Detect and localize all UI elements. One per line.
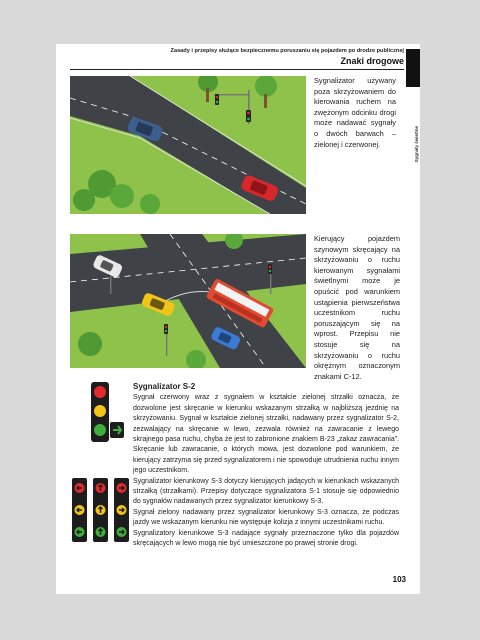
section-paragraph-1: Sygnał czerwony wraz z sygnałem w kształcie zielonej strzałki oznacza, że dozwolone jest skręcanie w kierunku wskazanym strzałką w najbliższą jezdnię na skrzyżowaniu. Sygnał w kształcie zielonej strzałki, nadawany przez sygnalizator S-2, zezwalający na skręcanie w lewo, zezwala również na zawracanie z lewego skrajnego pasa ruchu, chyba że jest to zabronione znakiem B-23 „zakaz zawracania”. Skręcanie lub zawracanie, o których mowa, jest dozwolone pod warunkiem, że kierujący zatrzyma się przed sygnalizatorem i nie spowoduje utrudnienia ruchu innym jego uczestnikom.	[133, 394, 399, 475]
page-number: 103	[392, 575, 406, 584]
chapter-tab	[406, 49, 420, 87]
illustration-narrow-road	[70, 76, 306, 214]
signal-s2-illustration	[86, 378, 126, 458]
section-paragraph-4: Sygnalizatory kierunkowe S-3 nadające sygnały przeznaczone tylko dla pojazdów skręcających w lewo mogą nie być umieszczone po prawej stronie drogi.	[133, 529, 399, 548]
section-signals	[133, 382, 399, 550]
header-title: Znaki drogowe	[340, 56, 404, 66]
section-paragraph-3: Sygnał zielony nadawany przez sygnalizator kierunkowy S-3 oznacza, że podczas jazdy we wskazanym kierunku nie występuje kolizja z innymi uczestnikami ruchu.	[133, 508, 399, 527]
paragraph-tram: Kierujący pojazdem szynowym skręcający na skrzyżowaniu o ruchu kierowanym sygnałami świetlnymi może je opuścić pod warunkiem ustąpienia pierwszeństwa uczestnikom ruchu poruszającym się na wprost. Przepisu nie stosuje się na skrzyżowaniu o ruchu okrężnym oznaczonym znakami C-12.	[314, 234, 400, 381]
paragraph-narrow-road: Sygnalizator używany poza skrzyżowaniem do kierowania ruchem na zwężonym odcinku drogi może nadawać sygnały o dwóch barwach – zielonej i czerwonej.	[314, 76, 396, 149]
header-rule	[70, 69, 404, 70]
section-paragraph-2: Sygnalizator kierunkowy S-3 dotyczy kierujących jadących w kierunkach wskazanych strzałką (strzałkami). Przepisy dotyczące sygnalizatora S-1 stosuje się odpowiednio do sygnałów nadawanych przez sygnalizator kierunkowy S-3.	[133, 477, 399, 506]
header-subtitle: Zasady i przepisy służące bezpiecznemu poruszaniu się pojazdem po drodze publicznej	[170, 48, 404, 54]
book-page	[56, 44, 420, 594]
section-heading: Sygnalizator S-2	[133, 382, 196, 391]
page-header	[171, 48, 404, 66]
illustration-intersection	[70, 234, 306, 368]
side-label: Sygnały świetlne	[414, 126, 419, 163]
signal-s3-illustration	[70, 476, 132, 546]
